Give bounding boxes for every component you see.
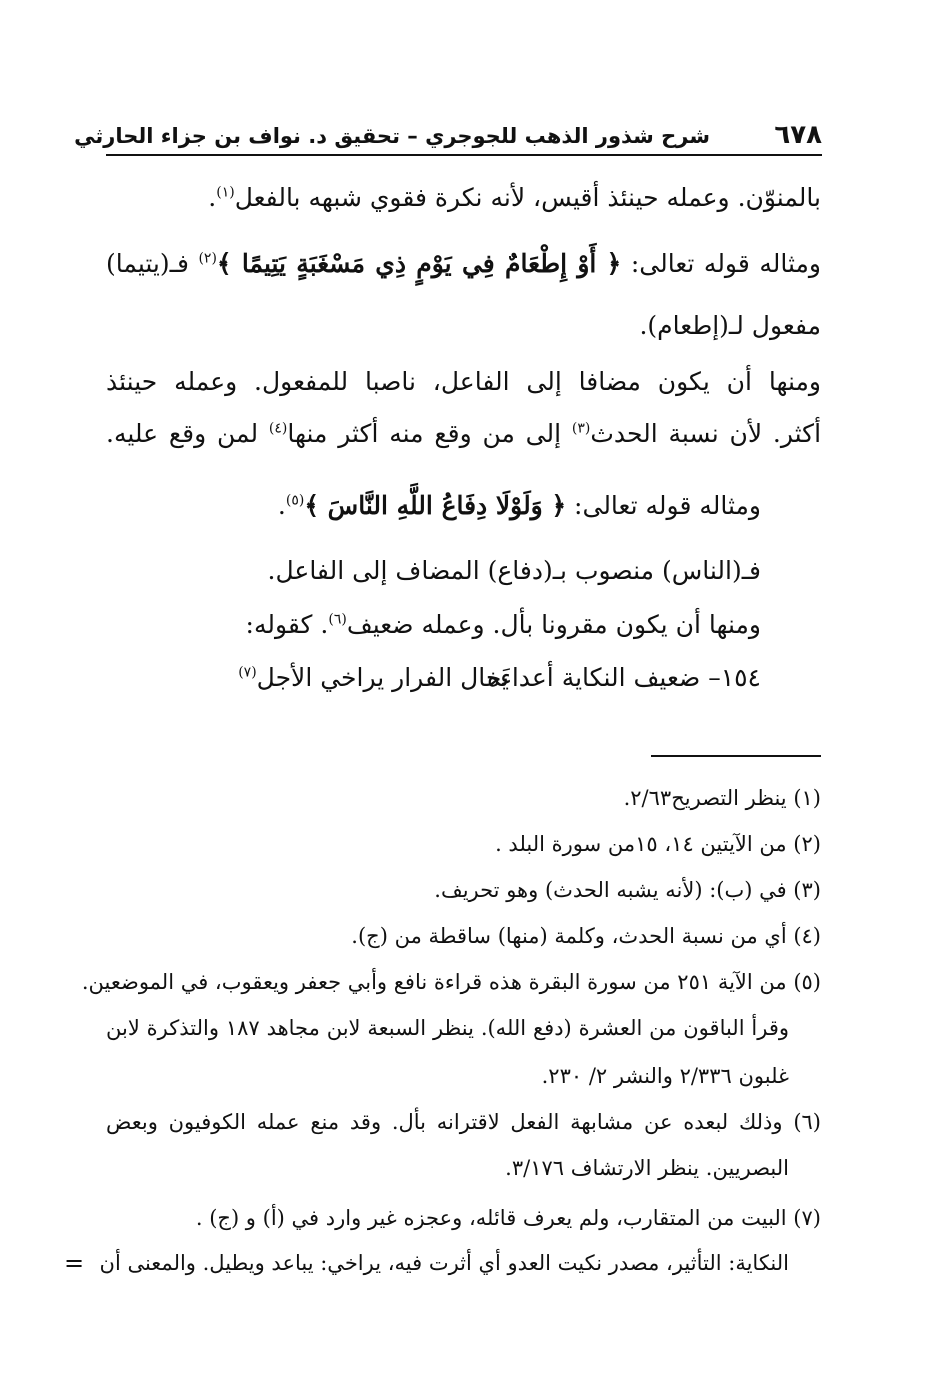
verse-first-hemistich: ١٥٤– ضعيف النكاية أعداءَه (486, 663, 761, 692)
verse-second-hemistich: يخال الفرار يراخي الأجل$^{(٧)}$ (238, 663, 509, 692)
footnote-1: (١) ينظر التصريح٢/٦٣. (623, 786, 821, 810)
continuation-mark: = (64, 1249, 85, 1277)
verse-number: ١٥٤– (700, 663, 761, 692)
footnote-ref-3: (٣) (571, 420, 591, 437)
body-line-2: ومثاله قوله تعالى: ﴿ أَوْ إِطْعَامٌ فِي يَوْمٍ ذِي مَسْغَبَةٍ يَتِيمًا ﴾$^{(٢)}$ فـ(يتيما) (106, 249, 821, 278)
footnote-ref-5: (٥) (285, 492, 305, 509)
footnote-6-line-2: البصريين. ينظر الارتشاف ٣/١٧٦. (505, 1156, 789, 1180)
body-line-6: ومثاله قوله تعالى: ﴿ وَلَوْلَا دِفَاعُ اللَّهِ النَّاسَ ﴾$^{(٥)}$. (277, 491, 761, 520)
footnote-separator (651, 755, 821, 757)
quran-quote-1: ﴿ أَوْ إِطْعَامٌ فِي يَوْمٍ ذِي مَسْغَبَةٍ يَتِيمًا ﴾ (216, 249, 622, 278)
footnote-5: (٥) من الآية ٢٥١ من سورة البقرة هذه قراءة نافع وأبي جعفر ويعقوب، في الموضعين. (81, 970, 821, 994)
page-number: ٦٧٨ (774, 120, 822, 150)
footnote-ref-1: (١) (216, 184, 235, 201)
quran-quote-2: ﴿ وَلَوْلَا دِفَاعُ اللَّهِ النَّاسَ ﴾ (304, 491, 567, 520)
footnote-5-line-3: غلبون ٢/٣٣٦ والنشر ٢/ ٢٣٠. (541, 1064, 789, 1088)
body-line-8: ومنها أن يكون مقرونا بأل. وعمله ضعيف$^{(٦)}$. كقوله: (245, 610, 761, 639)
footnote-7: (٧) البيت من المتقارب، ولم يعرف قائله، وعجزه غير وارد في (أ) و (ج) . (195, 1206, 821, 1230)
body-line-1: بالمنوّن. وعمله حينئذ أقيس، لأنه نكرة فقوي شبهه بالفعل$^{(١)}$. (208, 183, 821, 212)
footnote-ref-7: (٧) (238, 664, 257, 681)
footnote-3: (٣) في (ب): (لأنه يشبه الحدث) وهو تحريف. (434, 878, 821, 902)
footnote-7-line-2: النكاية: التأثير، مصدر نكيت العدو أي أثرت فيه، يراخي: يباعد ويطيل. والمعنى أن (99, 1251, 789, 1275)
body-line-7: فـ(الناس) منصوب بـ(دفاع) المضاف إلى الفاعل. (267, 556, 761, 585)
footnote-ref-6: (٦) (328, 611, 347, 628)
footnote-5-line-2: وقرأ الباقون من العشرة (دفع الله). ينظر السبعة لابن مجاهد ١٨٧ والتذكرة لابن (106, 1016, 789, 1040)
body-line-4: ومنها أن يكون مضافا إلى الفاعل، ناصبا للمفعول. وعمله حينئذ (106, 367, 821, 396)
running-header (74, 118, 822, 156)
body-line-5: أكثر. لأن نسبة الحدث$^{(٣)}$ إلى من وقع منه أكثر منها$^{(٤)}$ لمن وقع عليه. (106, 419, 822, 448)
running-title: شرح شذور الذهب للجوجري – تحقيق د. نواف بن جزاء الحارثي (74, 124, 710, 148)
footnote-2: (٢) من الآيتين ١٤، ١٥من سورة البلد . (495, 832, 821, 856)
footnote-4: (٤) أي من نسبة الحدث، وكلمة (منها) ساقطة من (ج). (351, 924, 821, 948)
footnote-6: (٦) وذلك لبعده عن مشابهة الفعل لاقترانه بأل. وقد منع عمله الكوفيون وبعض (106, 1110, 821, 1134)
footnote-ref-4: (٤) (268, 420, 288, 437)
body-line-3: مفعول لـ(إطعام). (639, 311, 821, 340)
footnote-ref-2: (٢) (198, 250, 217, 267)
